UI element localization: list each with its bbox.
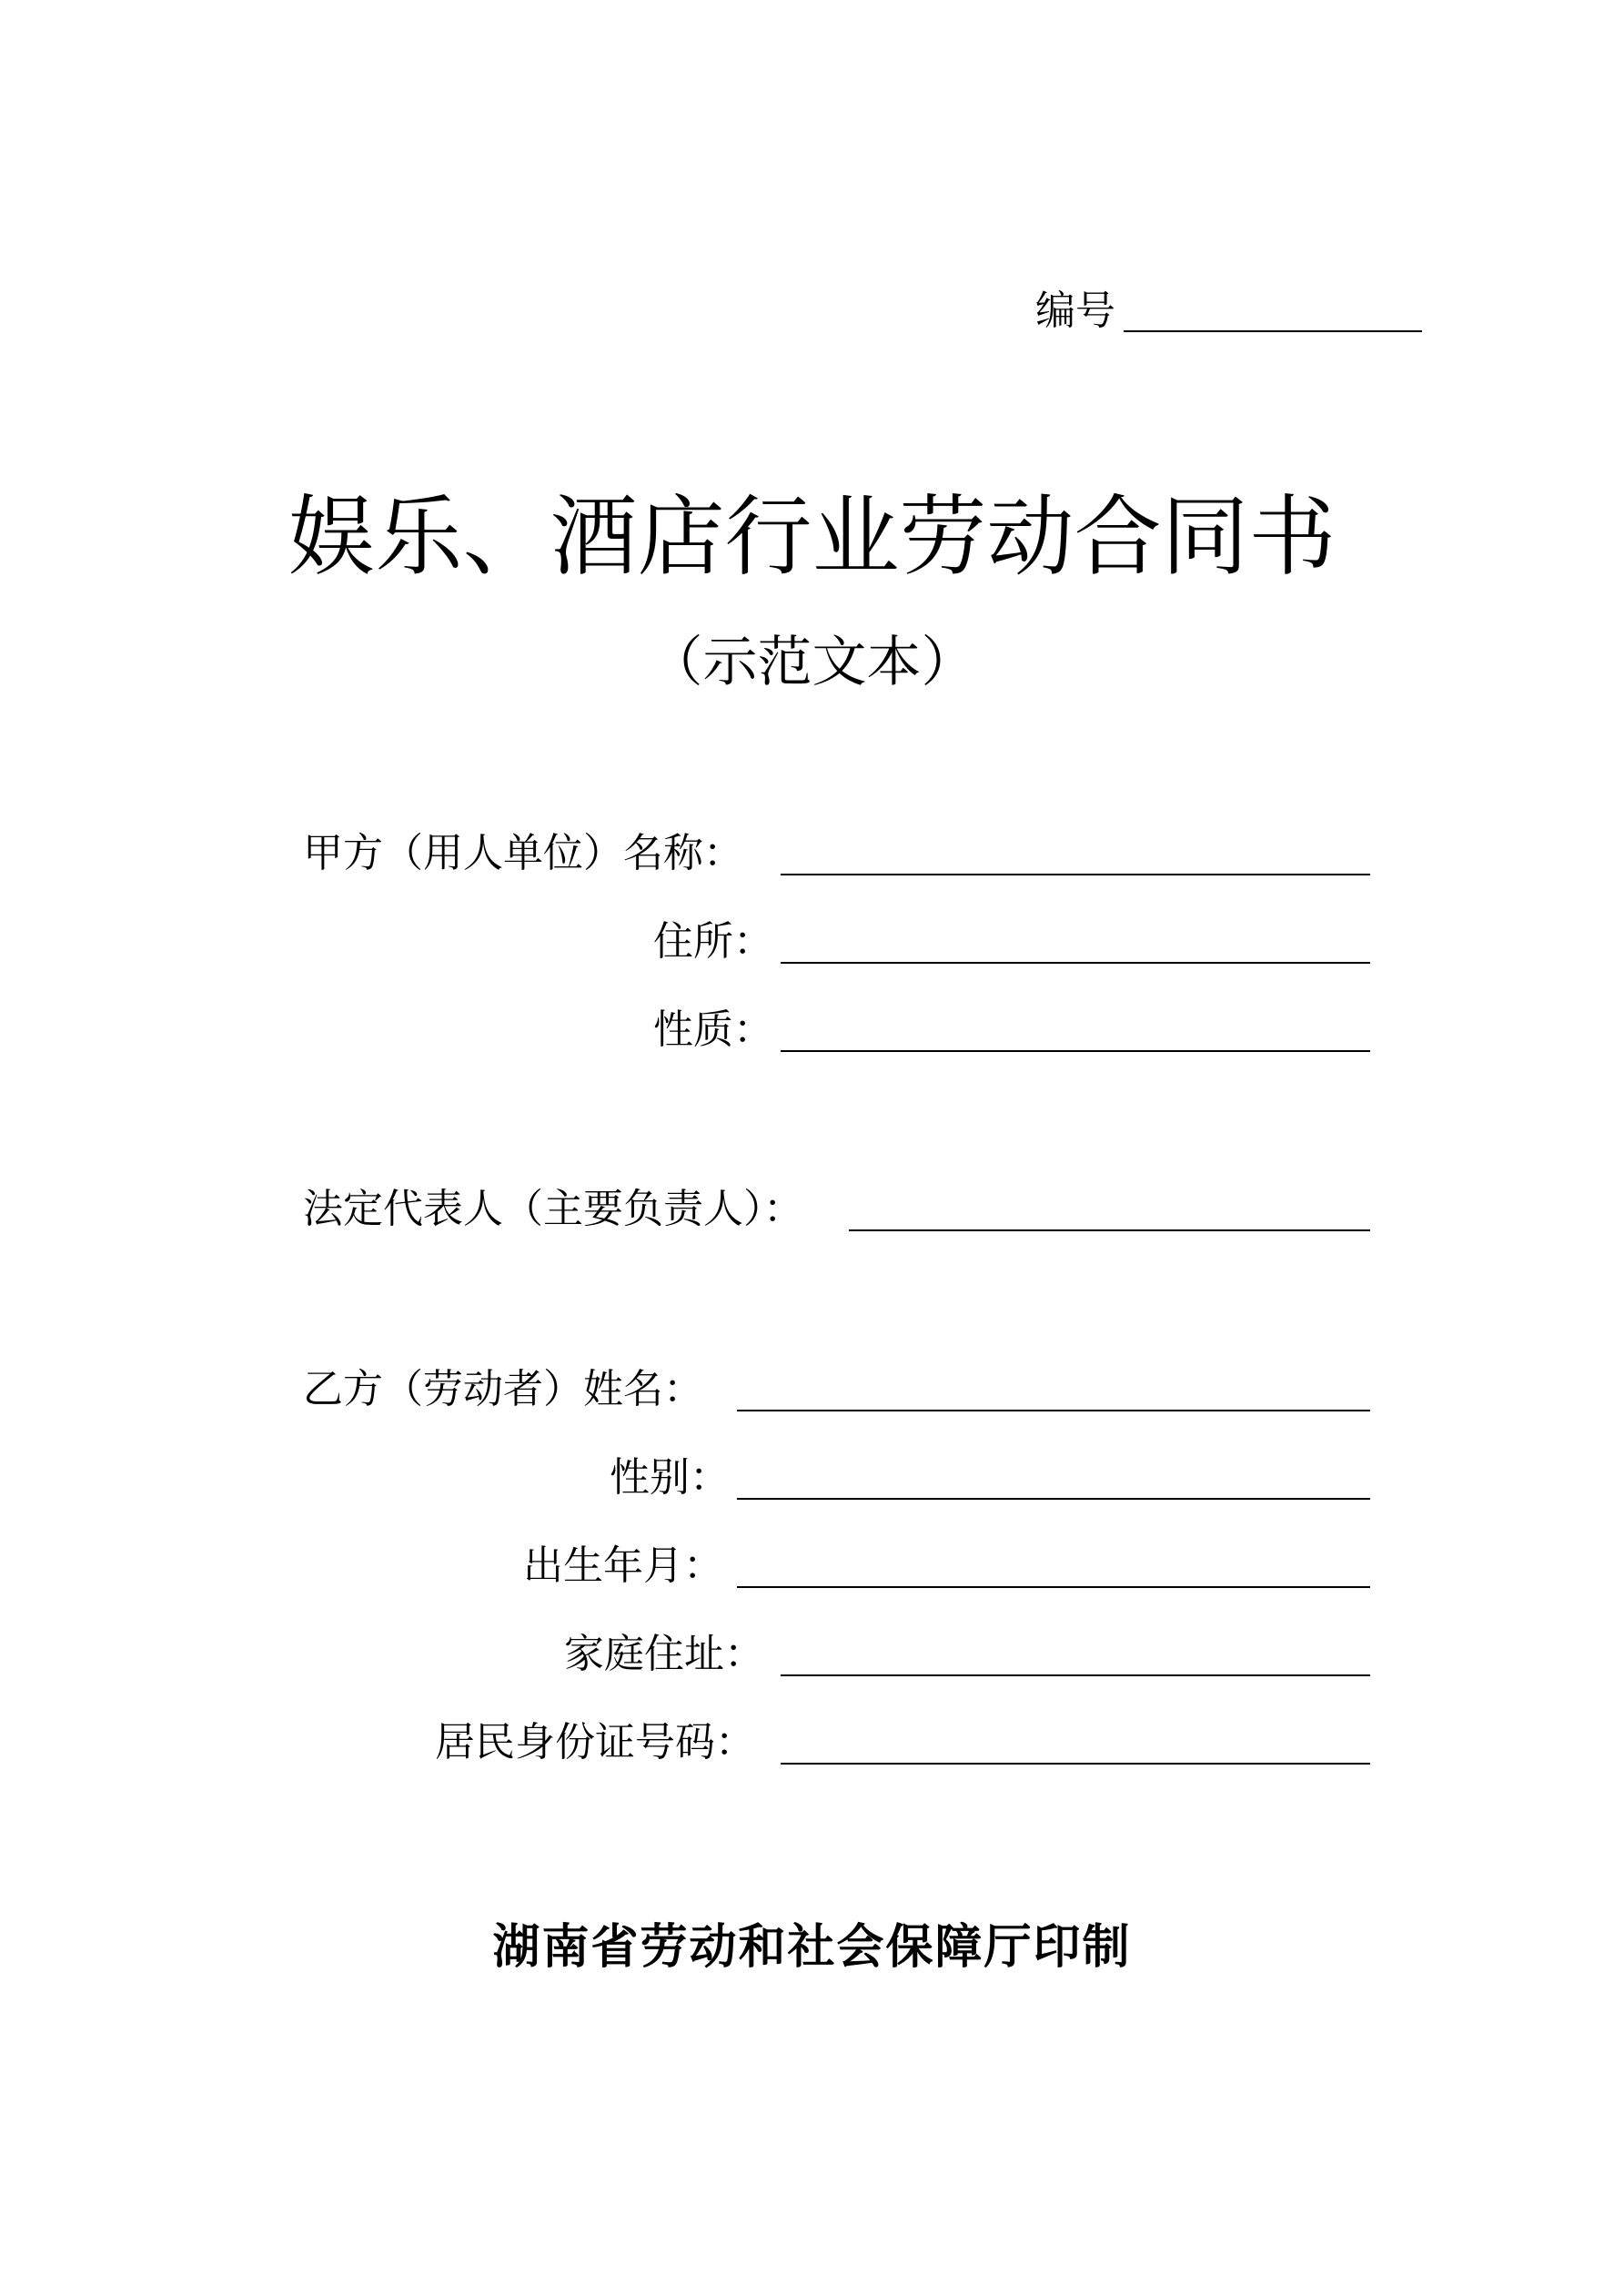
party-b-home-address-field[interactable] (781, 1674, 1370, 1676)
legal-representative-field[interactable] (849, 1229, 1370, 1231)
party-b-gender-row (0, 1451, 1624, 1505)
party-b-birth-field[interactable] (737, 1586, 1370, 1588)
party-b-id-number-label: 居民身份证号码： (435, 1719, 755, 1765)
document-subtitle: （示范文本） (648, 631, 976, 694)
party-b-id-number-field[interactable] (781, 1763, 1370, 1765)
party-b-gender-label: 性别： (610, 1454, 730, 1501)
party-b-name-field[interactable] (737, 1410, 1370, 1411)
serial-number-field[interactable] (1124, 330, 1422, 332)
party-a-address-label: 住所： (653, 918, 773, 965)
serial-number-label: 编号 (1035, 288, 1115, 334)
party-b-name-row (0, 1362, 1624, 1417)
party-a-address-row (0, 915, 1624, 969)
document-title: 娱乐、酒店行业劳动合同书 (287, 486, 1337, 588)
party-a-address-field[interactable] (781, 962, 1370, 964)
party-b-name-label: 乙方（劳动者）姓名： (303, 1366, 703, 1412)
party-a-name-field[interactable] (781, 874, 1370, 875)
issuer-footer: 湖南省劳动和社会保障厅印制 (492, 1920, 1132, 1975)
party-b-home-address-row (0, 1627, 1624, 1682)
party-b-birth-label: 出生年月： (523, 1542, 723, 1589)
party-b-birth-row (0, 1539, 1624, 1593)
party-b-home-address-label: 家庭住址： (564, 1631, 764, 1677)
party-a-name-label: 甲方（用人单位）名称： (303, 830, 743, 876)
party-a-nature-label: 性质： (653, 1006, 773, 1053)
party-b-gender-field[interactable] (737, 1498, 1370, 1500)
party-a-name-row (0, 826, 1624, 881)
party-a-nature-row (0, 1003, 1624, 1057)
legal-representative-row (0, 1182, 1624, 1237)
party-a-nature-field[interactable] (781, 1050, 1370, 1052)
legal-representative-label: 法定代表人（主要负责人）： (303, 1186, 803, 1232)
party-b-id-number-row (0, 1715, 1624, 1770)
